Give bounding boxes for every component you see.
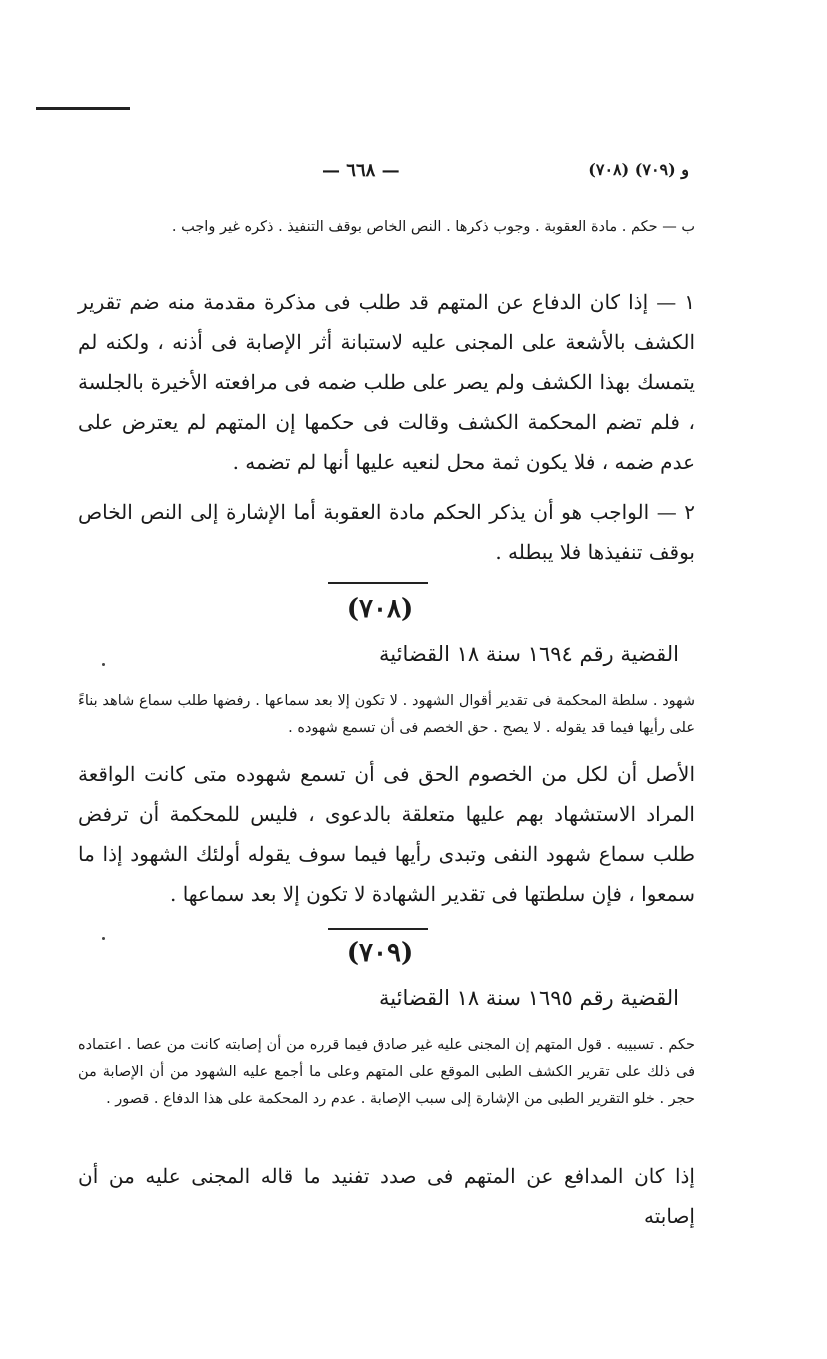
scan-speck — [102, 663, 105, 666]
ruling-paragraph-1: ١ — إذا كان الدفاع عن المتهم قد طلب فى مذكرة مقدمة منه ضم تقرير الكشف بالأشعة على المجنى عليه لاستبانة أثر الإصابة فى أذنه ، ولكنه لم يتمسك بهذا الكشف ولم يصر على طلب ضمه فى مرافعته الأخيرة بالجلسة ، فلم تضم المحكمة الكشف وقالت فى حكمها إن المتهم لم يعترض على عدم ضمه ، فلا يكون ثمة محل لنعيه عليها أنها لم تضمه . — [78, 290, 695, 474]
previous-case-summary: ب — حكم . مادة العقوبة . وجوب ذكرها . النص الخاص بوقف التنفيذ . ذكره غير واجب . — [171, 219, 695, 235]
section-divider — [328, 928, 428, 930]
ruling-paragraph-2: ٢ — الواجب هو أن يذكر الحكم مادة العقوبة أما الإشارة إلى النص الخاص بوقف تنفيذها فلا يبطله . — [78, 500, 695, 564]
case-number-708: (٧٠٨) — [346, 594, 414, 624]
page-number: — ٦٦٨ — — [322, 160, 400, 181]
scan-speck — [102, 937, 105, 940]
page-header — [80, 160, 689, 190]
case-number-709: (٧٠٩) — [346, 938, 414, 968]
case-summary-709: حكم . تسبيبه . قول المتهم إن المجنى عليه غير صادق فيما قرره من أن إصابته كانت من عصا . اعتماده فى ذلك على تقرير الكشف الطبى الموقع على المتهم وعلى ما أجمع عليه الشهود من أن الإصابة من حجر . خلو التقرير الطبى من الإشارة إلى سبب الإصابة . عدم رد المحكمة على هذا الدفاع . قصور . — [78, 1037, 695, 1107]
scan-edge-mark — [36, 107, 130, 110]
case-summary-708: شهود . سلطة المحكمة فى تقدير أقوال الشهود . لا تكون إلا بعد سماعها . رفضها طلب سماع شاهد بناءً على رأيها فيما قد يقوله . لا يصح . حق الخصم فى أن تسمع شهوده . — [78, 693, 695, 736]
case-title-709: القضية رقم ١٦٩٥ سنة ١٨ القضائية — [379, 986, 679, 1010]
case-body-708: الأصل أن لكل من الخصوم الحق فى أن تسمع شهوده متى كانت الواقعة المراد الاستشهاد بهم عليها متعلقة بالدعوى ، فليس للمحكمة أن ترفض طلب سماع شهود النفى وتبدى رأيها فيما سوف يقوله أولئك الشهود إذا ما سمعوا ، فإن سلطتها فى تقدير الشهادة لا تكون إلا بعد سماعها . — [78, 762, 695, 906]
header-case-refs: (٧٠٨) و (٧٠٩) — [588, 160, 689, 179]
case-title-708: القضية رقم ١٦٩٤ سنة ١٨ القضائية — [379, 642, 679, 666]
section-divider — [328, 582, 428, 584]
case-body-709: إذا كان المدافع عن المتهم فى صدد تفنيد ما قاله المجنى عليه من أن إصابته — [78, 1164, 695, 1228]
